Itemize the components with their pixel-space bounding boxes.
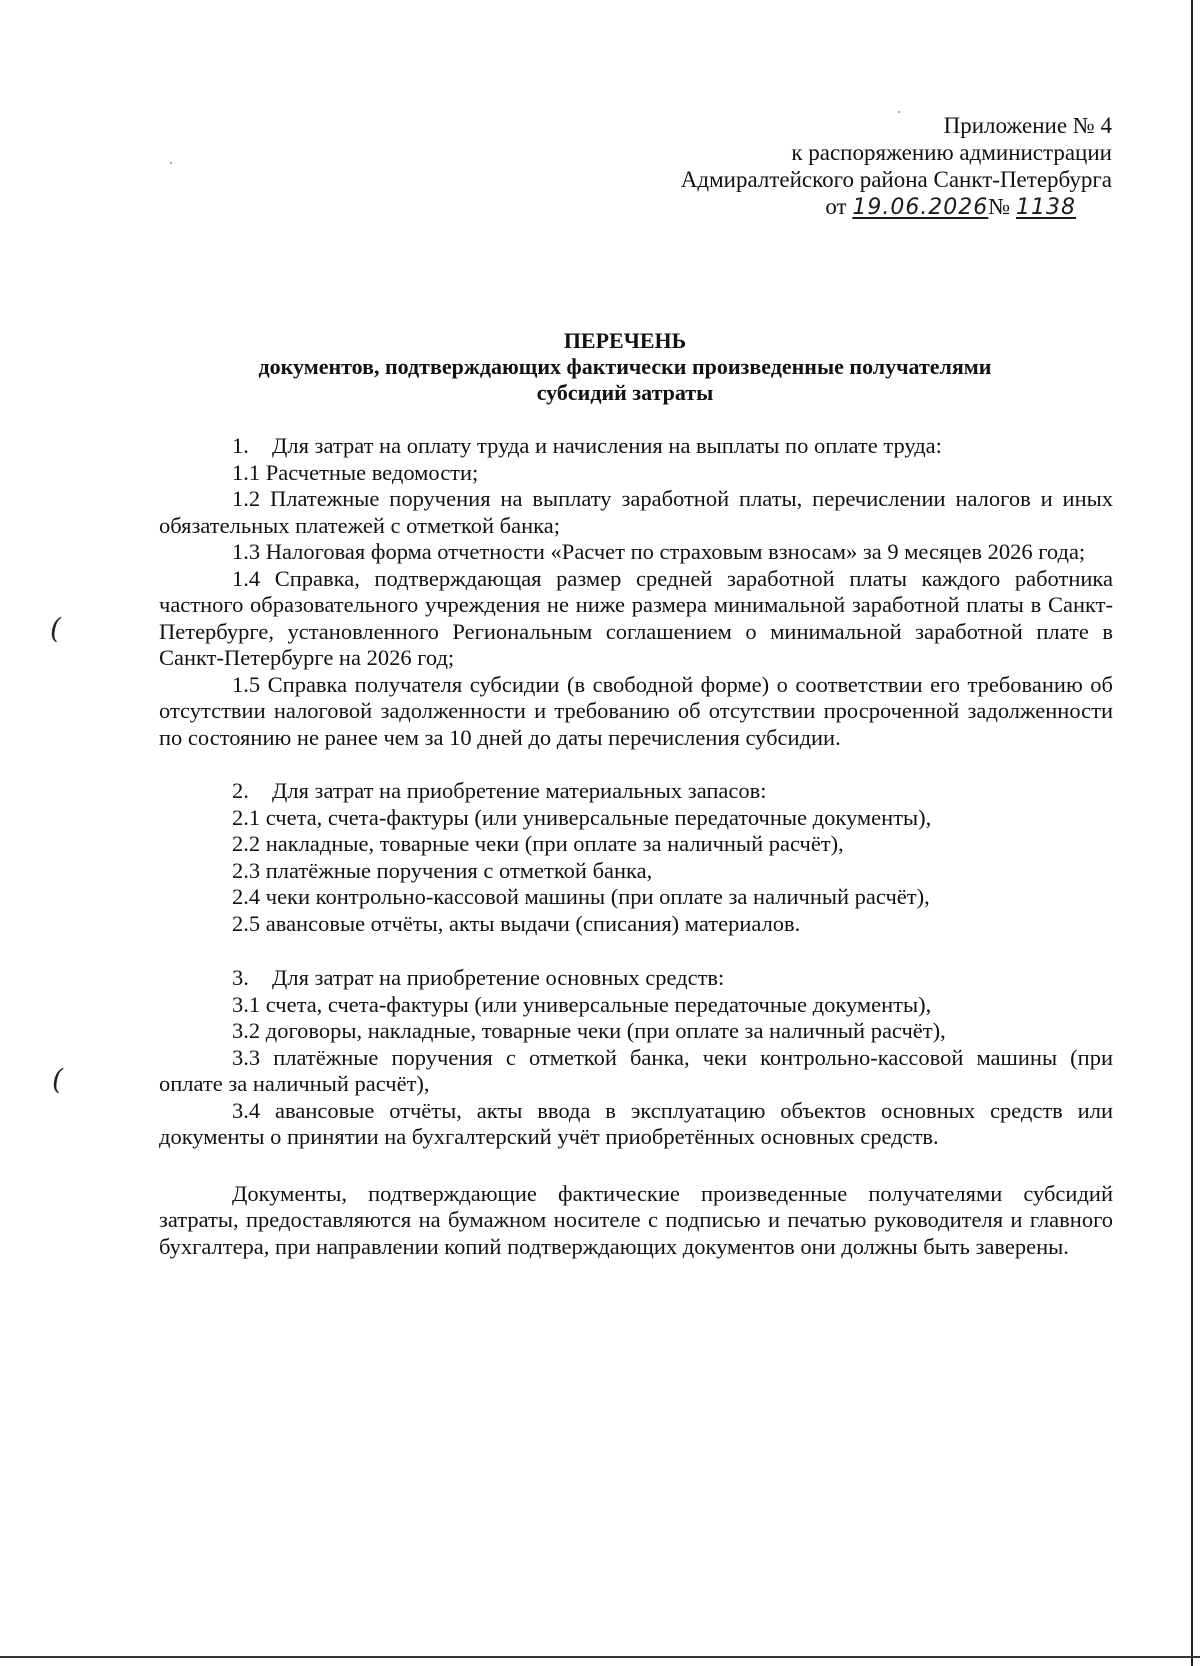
title-main: ПЕРЕЧЕНЬ: [563, 328, 687, 353]
appendix-district: Адмиралтейского района Санкт-Петербурга: [680, 167, 1112, 192]
list-item: 1.2 Платежные поручения на выплату заработной платы, перечислении налогов и иных обязательных платежей с отметкой банка;: [159, 486, 1113, 538]
punch-hole-mark: (: [52, 1063, 63, 1096]
punch-hole-mark: (: [50, 612, 61, 645]
closing-paragraph: Документы, подтверждающие фактические произведенные получателями субсидий затраты, предоставляются на бумажном носителе с подписью и печатью руководителя и главного бухгалтера, при направлении копий подтверждающих документов они должны быть заверены.: [159, 1180, 1113, 1259]
scan-edge-bottom: [0, 1656, 1200, 1658]
list-item: 2.2 накладные, товарные чеки (при оплате за наличный расчёт),: [232, 831, 844, 856]
document-body: [159, 433, 1113, 1260]
list-item: 2.5 авансовые отчёты, акты выдачи (списания) материалов.: [232, 910, 801, 936]
list-item: 1.3 Налоговая форма отчетности «Расчет по страховым взносам» за 9 месяцев 2026 года;: [232, 539, 1086, 564]
scan-edge-right: [1191, 0, 1193, 1666]
number-label: №: [988, 194, 1011, 219]
section-3-heading: 3. Для затрат на приобретение основных средств:: [232, 965, 725, 990]
appendix-order-ref: к распоряжению администрации: [791, 140, 1112, 165]
handwritten-date: 19.06.2026: [852, 195, 989, 220]
list-item: 2.1 счета, счета-фактуры (или универсальные передаточные документы),: [232, 804, 932, 830]
list-item: 1.5 Справка получателя субсидии (в свободной форме) о соответствии его требованию об отсутствии налоговой задолженности и требованию об отсутствии просроченной задолженности по состоянию не ранее чем за 10 дней до даты перечисления субсидии.: [159, 671, 1113, 750]
list-item: 3.2 договоры, накладные, товарные чеки (при оплате за наличный расчёт),: [232, 1018, 946, 1043]
title-sub-1: документов, подтверждающих фактически произведенные получателями: [258, 354, 992, 379]
list-item: 1.1 Расчетные ведомости;: [232, 459, 479, 485]
title-sub-2: субсидий затраты: [536, 380, 714, 405]
list-item: 3.4 авансовые отчёты, акты ввода в эксплуатацию объектов основных средств или документы о принятии на бухгалтерский учёт приобретённых основных средств.: [159, 1097, 1113, 1149]
handwritten-number: 1138: [1016, 195, 1076, 220]
from-label: от: [825, 194, 847, 219]
list-item: 2.3 платёжные поручения с отметкой банка,: [232, 857, 653, 883]
list-item: 3.3 платёжные поручения с отметкой банка, чеки контрольно-кассовой машины (при оплате за наличный расчёт),: [159, 1044, 1113, 1096]
list-item: 3.1 счета, счета-фактуры (или универсальные передаточные документы),: [232, 991, 932, 1017]
list-item: 2.4 чеки контрольно-кассовой машины (при оплате за наличный расчёт),: [232, 884, 930, 909]
section-2-heading: 2. Для затрат на приобретение материальных запасов:: [232, 778, 767, 803]
scan-speck: [170, 162, 172, 164]
document-title: [160, 328, 1090, 406]
list-item: 1.4 Справка, подтверждающая размер средней заработной платы каждого работника частного образовательного учреждения не ниже размера минимальной заработной платы в Санкт-Петербурге, установленного Региональным соглашением о минимальной заработной плате в Санкт-Петербурге на 2026 год;: [159, 565, 1113, 670]
appendix-header: [681, 112, 1112, 221]
appendix-date-line: [681, 193, 1112, 221]
appendix-number: Приложение № 4: [943, 113, 1112, 138]
section-1-heading: 1. Для затрат на оплату труда и начисления на выплаты по оплате труда:: [232, 433, 942, 458]
